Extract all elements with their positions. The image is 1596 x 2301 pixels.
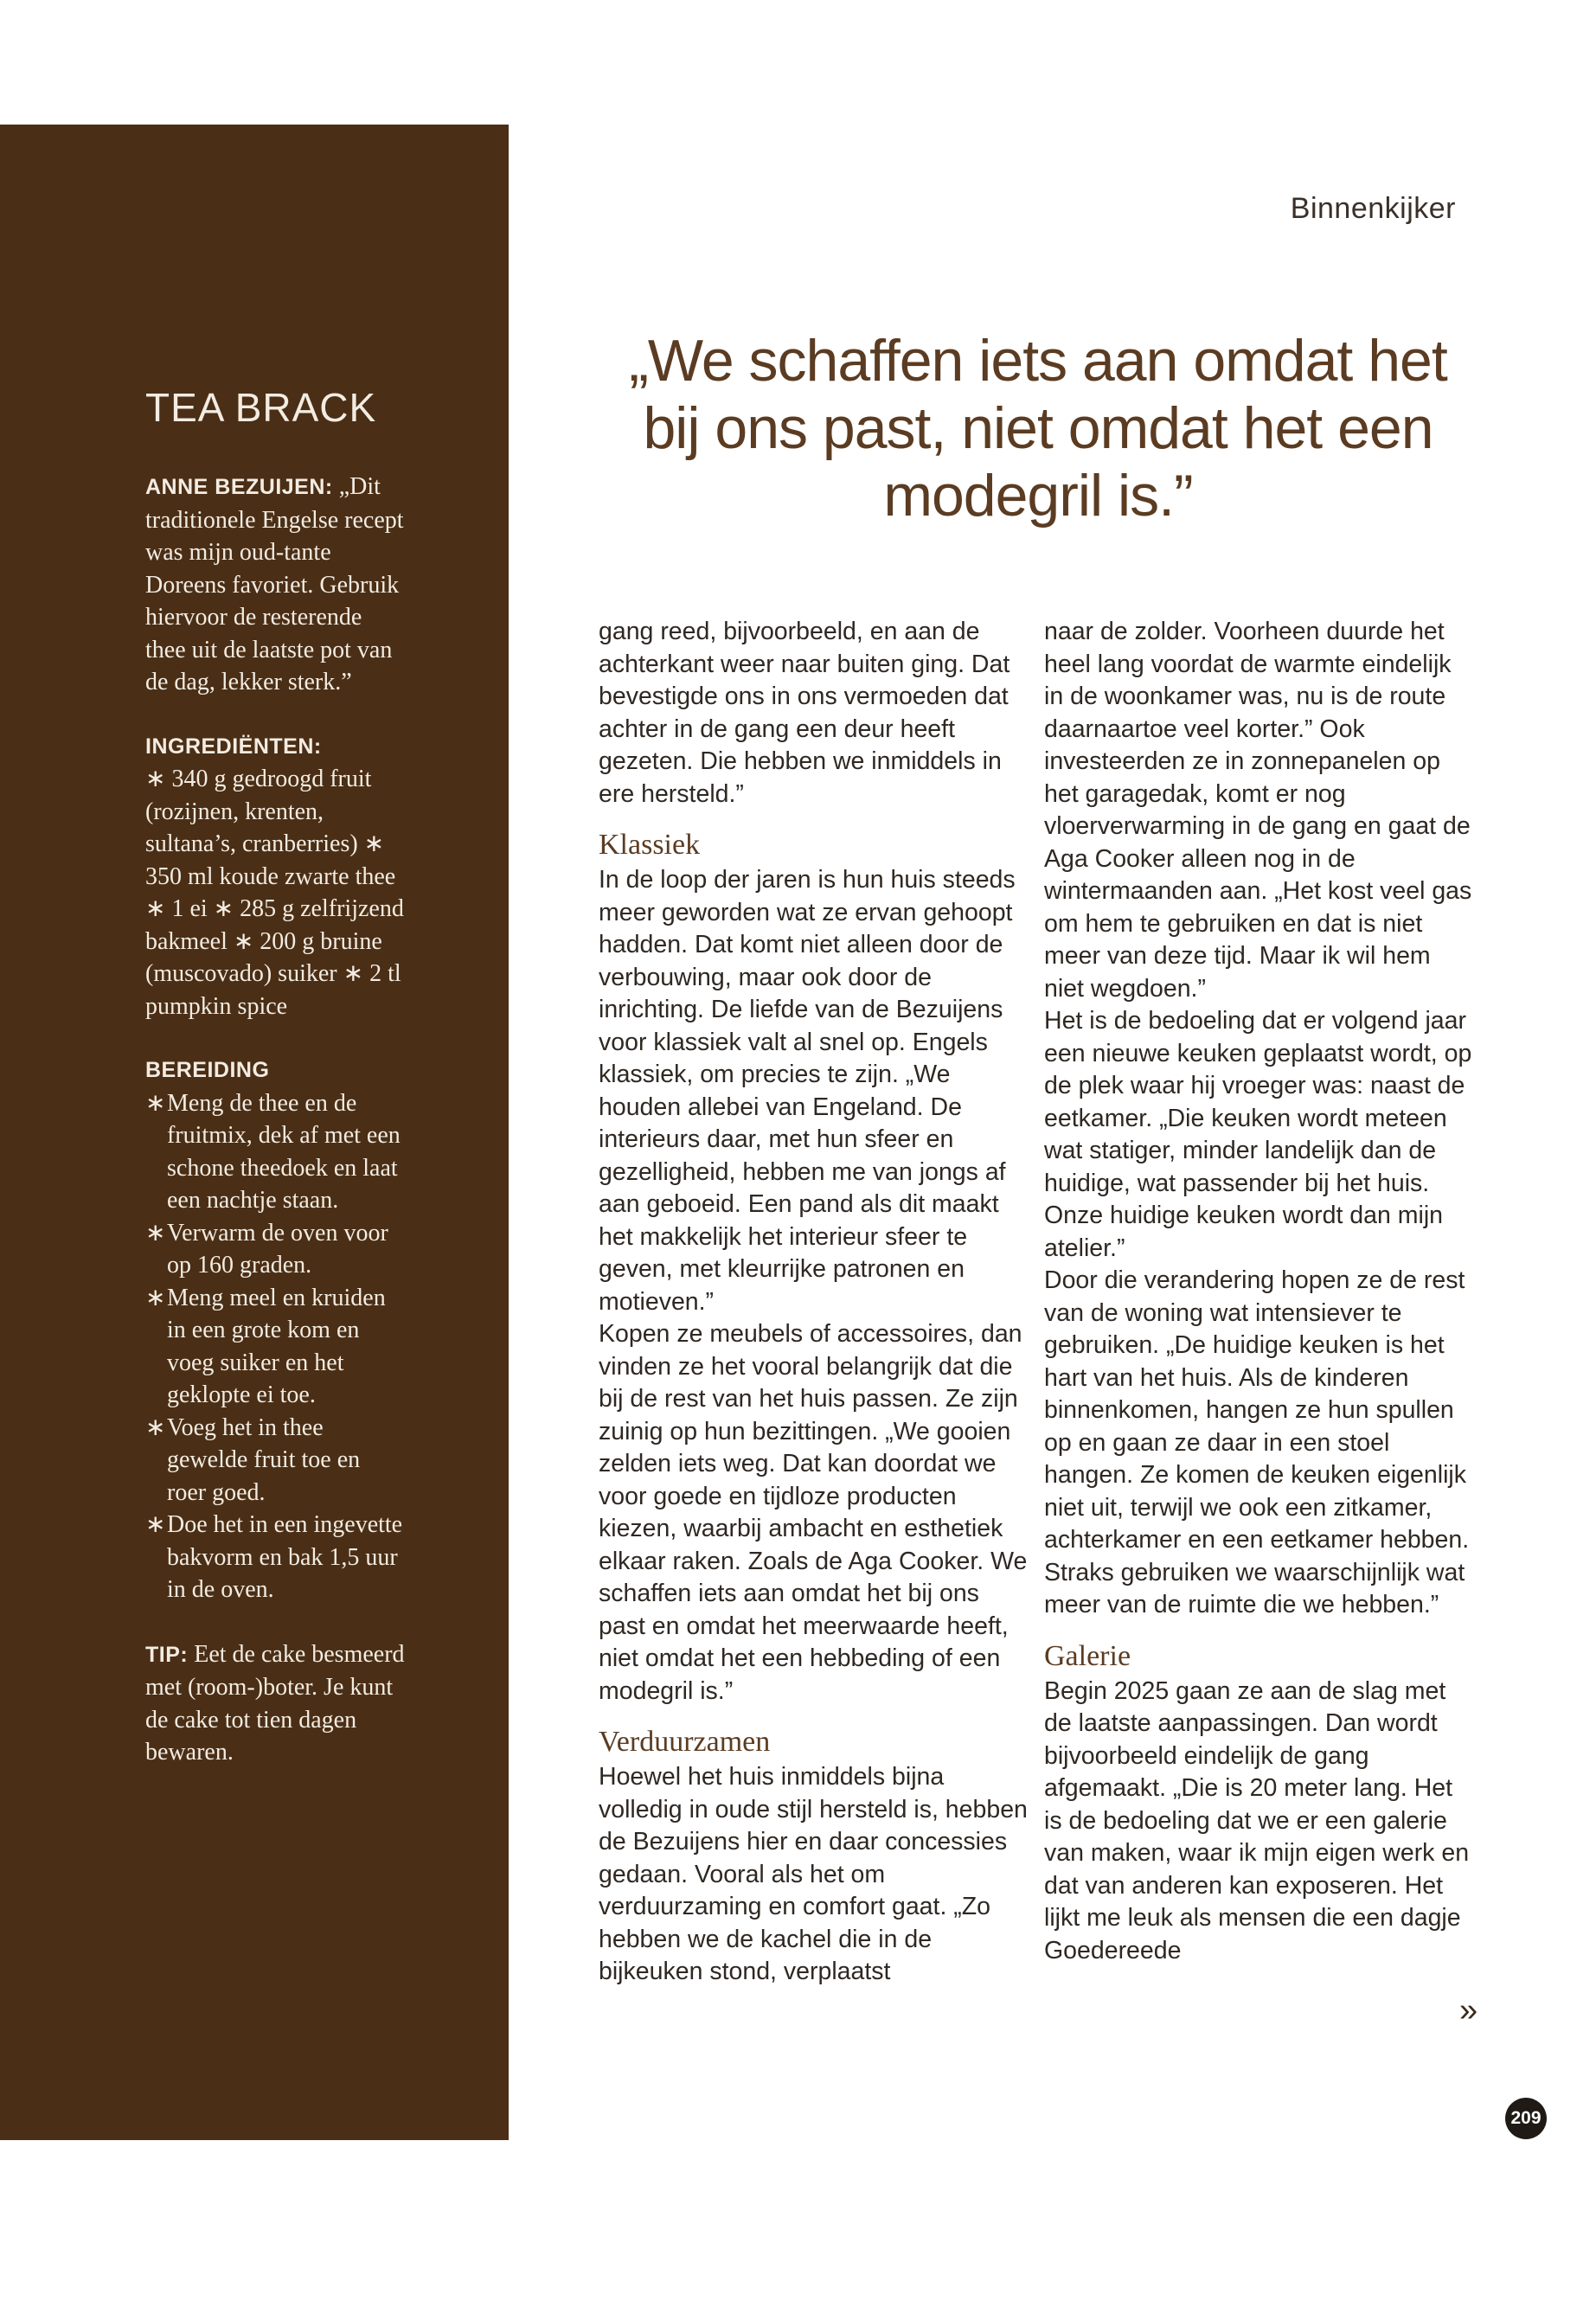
- continue-arrow-icon: »: [1459, 1992, 1478, 2029]
- paragraph: Begin 2025 gaan ze aan de slag met de laatste aanpassingen. Dan wordt bijvoorbeeld eindelijk de gang afgemaakt. „Die is 20 meter lang. Het is de bedoeling dat we er een galerie van maken, waar ik mijn eigen werk en dat van anderen kan exposeren. Het lijkt me leuk als mensen die een dagje Goedereede: [1044, 1676, 1470, 1965]
- tip-text: Eet de cake besmeerd met (room-)boter. Je kunt de cake tot tien dagen bewaren.: [145, 1640, 405, 1766]
- page-number: 209: [1505, 2098, 1547, 2139]
- subheading-klassiek: Klassiek: [599, 829, 701, 861]
- paragraph: Kopen ze meubels of accessoires, dan vinden ze het vooral belangrijk dat die bij de rest van het huis passen. Ze zijn zuinig op hun bezittingen. „We gooien zelden iets weg. Dat kan doordat we voor goede en tijdloze producten kiezen, waarbij ambacht en esthetiek elkaar raken. Zoals de Aga Cooker. We schaffen iets aan omdat het bij ons past en omdat het meerwaarde heeft, niet omdat het een hebbeding of een modegril is.”: [599, 1320, 1028, 1705]
- paragraph: Door die verandering hopen ze de rest van de woning wat intensiever te gebruiken. „De huidige keuken is het hart van het huis. Als de kinderen binnenkomen, hangen ze hun spullen op en gaan ze daar in een stoel hangen. Ze komen de keuken eigenlijk niet uit, terwijl we ook een zitkamer, achterkamer en een eetkamer hebben. Straks gebruiken we waarschijnlijk wat meer van de ruimte die we hebben.”: [1044, 1266, 1470, 1618]
- ingredients-label: INGREDIËNTEN:: [145, 734, 322, 759]
- subheading-verduurzamen: Verduurzamen: [599, 1726, 771, 1758]
- pull-quote: „We schaffen iets aan omdat het bij ons past, niet omdat het een modegril is.”: [629, 328, 1447, 529]
- recipe-intro: [145, 471, 405, 699]
- section-label: Binnenkijker: [1290, 192, 1456, 225]
- paragraph: Hoewel het huis inmiddels bijna volledig in oude stijl hersteld is, hebben de Bezuijens hier en daar concessies gedaan. Vooral als het om verduurzaming en comfort gaat. „Zo hebben we de kachel die in de bijkeuken stond, verplaatst: [599, 1763, 1028, 1985]
- paragraph: Het is de bedoeling dat er volgend jaar een nieuwe keuken geplaatst wordt, op de plek waar hij vroeger was: naast de eetkamer. „Die keuken wordt meteen wat statiger, minder landelijk dan de huidige, wat passender bij het huis. Onze huidige keuken wordt dan mijn atelier.”: [1044, 1007, 1472, 1262]
- recipe-ingredients: [145, 731, 405, 1023]
- recipe-body: [145, 471, 405, 1801]
- recipe-title: TEA BRACK: [145, 385, 377, 430]
- intro-label: ANNE BEZUIJEN:: [145, 475, 333, 499]
- article-column-2: [1044, 616, 1477, 1967]
- method-step: ∗ Voeg het in thee gewelde fruit toe en roer goed.: [145, 1412, 405, 1509]
- subheading-galerie: Galerie: [1044, 1639, 1131, 1672]
- recipe-method: [145, 1054, 405, 1606]
- method-step: ∗ Doe het in een ingevette bakvorm en bak 1,5 uur in de oven.: [145, 1509, 405, 1606]
- paragraph: gang reed, bijvoorbeeld, en aan de achterkant weer naar buiten ging. Dat bevestigde ons in ons vermoeden dat achter in de gang een deur heeft gezeten. Die hebben we inmiddels in ere hersteld.”: [599, 618, 1010, 808]
- method-steps: [145, 1087, 405, 1606]
- ingredients-text: ∗ 340 g gedroogd fruit (rozijnen, krenten, sultana’s, cranberries) ∗ 350 ml koude zwarte thee ∗ 1 ei ∗ 285 g zelfrijzend bakmeel ∗ 200 g bruine (muscovado) suiker ∗ 2 tl pumpkin spice: [145, 766, 404, 1020]
- paragraph: naar de zolder. Voorheen duurde het heel lang voordat de warmte eindelijk in de woonkamer was, nu is de route daarnaartoe veel korter.” Ook investeerden ze in zonnepanelen op het garagedak, komt er nog vloerverwarming in de gang en gaat de Aga Cooker alleen nog in de wintermaanden aan. „Het kost veel gas om hem te gebruiken en dat is niet meer van deze tijd. Maar ik wil hem niet wegdoen.”: [1044, 618, 1472, 1003]
- intro-text: „Dit traditionele Engelse recept was mijn oud-tante Doreens favoriet. Gebruik hiervoor de resterende thee uit de laatste pot van de dag, lekker sterk.”: [145, 473, 404, 695]
- recipe-tip: [145, 1638, 405, 1769]
- tip-label: TIP:: [145, 1642, 189, 1667]
- method-step: ∗ Verwarm de oven voor op 160 graden.: [145, 1217, 405, 1282]
- method-step: ∗ Meng meel en kruiden in een grote kom en voeg suiker en het geklopte ei toe.: [145, 1282, 405, 1412]
- paragraph: In de loop der jaren is hun huis steeds meer geworden wat ze ervan gehoopt hadden. Dat komt niet alleen door de verbouwing, maar ook door de inrichting. De liefde van de Bezuijens voor klassiek valt al snel op. Engels klassiek, om precies te zijn. „We houden allebei van Engeland. De interieurs daar, met hun sfeer en gezelligheid, hebben me van jongs af aan geboeid. Een pand als dit maakt het makkelijk het interieur sfeer te geven, met kleurrijke patronen en motieven.”: [599, 866, 1016, 1316]
- article-column-1: [599, 616, 1031, 1989]
- recipe-sidebar: [0, 125, 509, 2140]
- method-label: BEREIDING: [145, 1058, 270, 1082]
- method-step: ∗ Meng de thee en de fruitmix, dek af met een schone theedoek en laat een nachtje staan.: [145, 1087, 405, 1217]
